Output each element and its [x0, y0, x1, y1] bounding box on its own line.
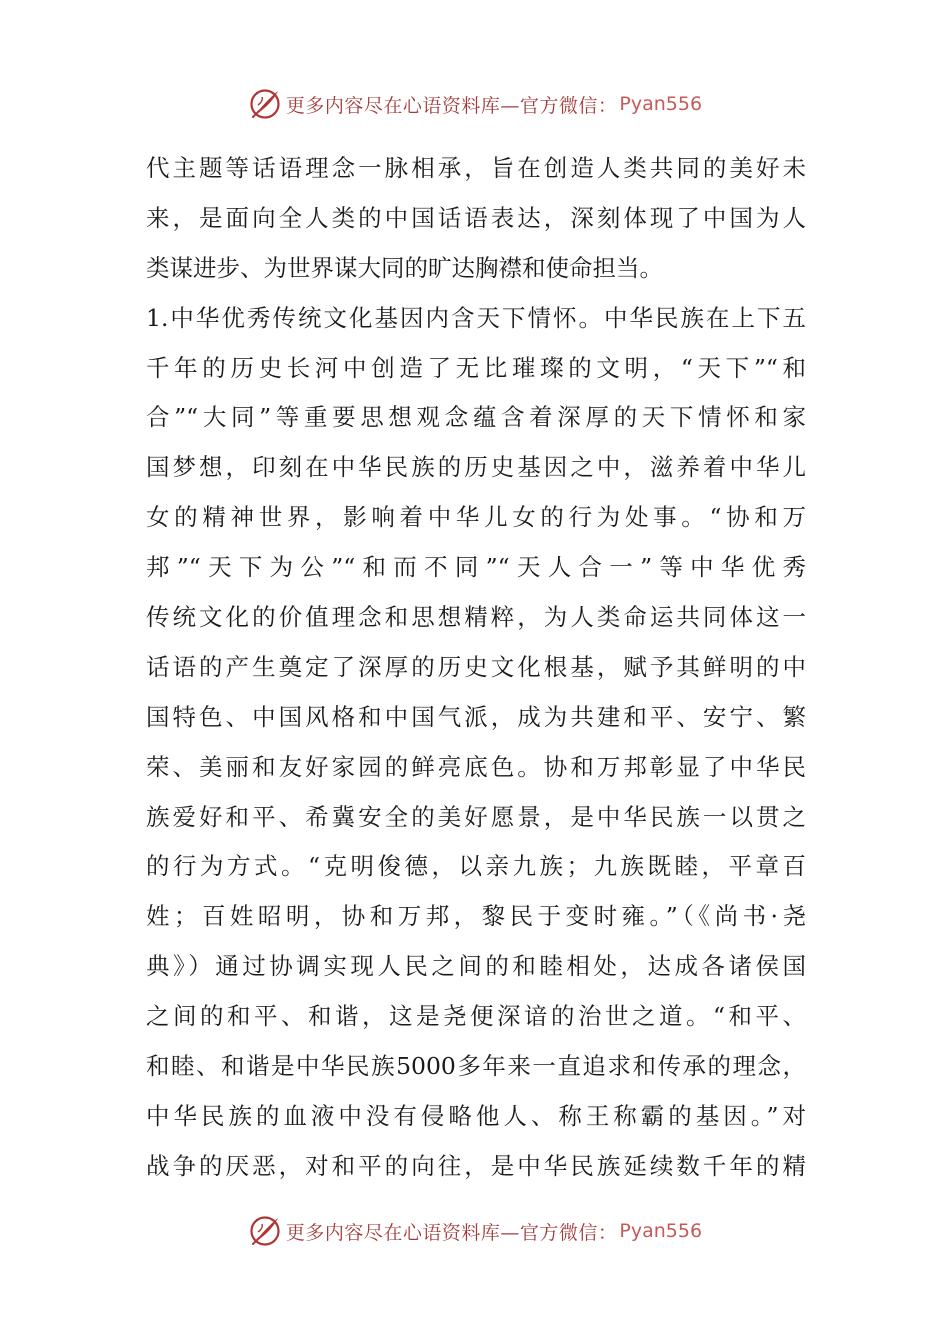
text-line: 国梦想，印刻在中华民族的历史基因之中，滋养着中华儿	[146, 453, 806, 482]
text-line: 女的精神世界，影响着中华儿女的行为处事。“协和万	[146, 503, 806, 532]
text-line: 的行为方式。“克明俊德，以亲九族；九族既睦，平章百	[146, 852, 806, 881]
text-line: 典》）通过协调实现人民之间的和睦相处，达成各诸侯国	[146, 952, 806, 981]
text-line: 姓；百姓昭明，协和万邦，黎民于变时雍。”（《尚书·尧	[146, 902, 806, 931]
footer-wechat-id: Pyan556	[619, 1220, 703, 1242]
text-line: 千年的历史长河中创造了无比璀璨的文明，“天下”“和	[146, 353, 806, 382]
header-banner	[0, 84, 950, 124]
header-banner-text: 更多内容尽在心语资料库—官方微信：	[285, 94, 618, 117]
footer-banner-text: 更多内容尽在心语资料库—官方微信：	[285, 1221, 618, 1244]
quill-pen-icon	[248, 87, 282, 121]
text-line: 国特色、中国风格和中国气派，成为共建和平、安宁、繁	[146, 702, 806, 731]
text-line: 战争的厌恶，对和平的向往，是中华民族延续数千年的精	[146, 1151, 806, 1180]
text-line: 合”“大同”等重要思想观念蕴含着深厚的天下情怀和家	[146, 403, 806, 432]
body-text	[146, 144, 806, 1192]
text-line: 中华民族的血液中没有侵略他人、称王称霸的基因。”对	[146, 1101, 806, 1130]
text-line: 话语的产生奠定了深厚的历史文化根基，赋予其鲜明的中	[146, 652, 806, 681]
quill-pen-icon	[248, 1214, 282, 1248]
text-line: 来，是面向全人类的中国话语表达，深刻体现了中国为人	[146, 203, 806, 232]
footer-banner	[0, 1211, 950, 1251]
text-line: 和睦、和谐是中华民族5000多年来一直追求和传承的理念，	[146, 1052, 806, 1081]
text-line: 1.中华优秀传统文化基因内含天下情怀。中华民族在上下五	[146, 303, 806, 332]
header-wechat-id: Pyan556	[619, 93, 703, 115]
text-line: 传统文化的价值理念和思想精粹，为人类命运共同体这一	[146, 603, 806, 632]
text-line: 代主题等话语理念一脉相承，旨在创造人类共同的美好未	[146, 154, 806, 182]
text-line: 邦”“天下为公”“和而不同”“天人合一”等中华优秀	[146, 553, 806, 582]
text-line: 荣、美丽和友好家园的鲜亮底色。协和万邦彰显了中华民	[146, 752, 806, 781]
text-line: 族爱好和平、希冀安全的美好愿景，是中华民族一以贯之	[146, 802, 806, 831]
text-line: 之间的和平、和谐，这是尧便深谙的治世之道。“和平、	[146, 1002, 806, 1031]
text-line: 类谋进步、为世界谋大同的旷达胸襟和使命担当。	[146, 253, 663, 282]
